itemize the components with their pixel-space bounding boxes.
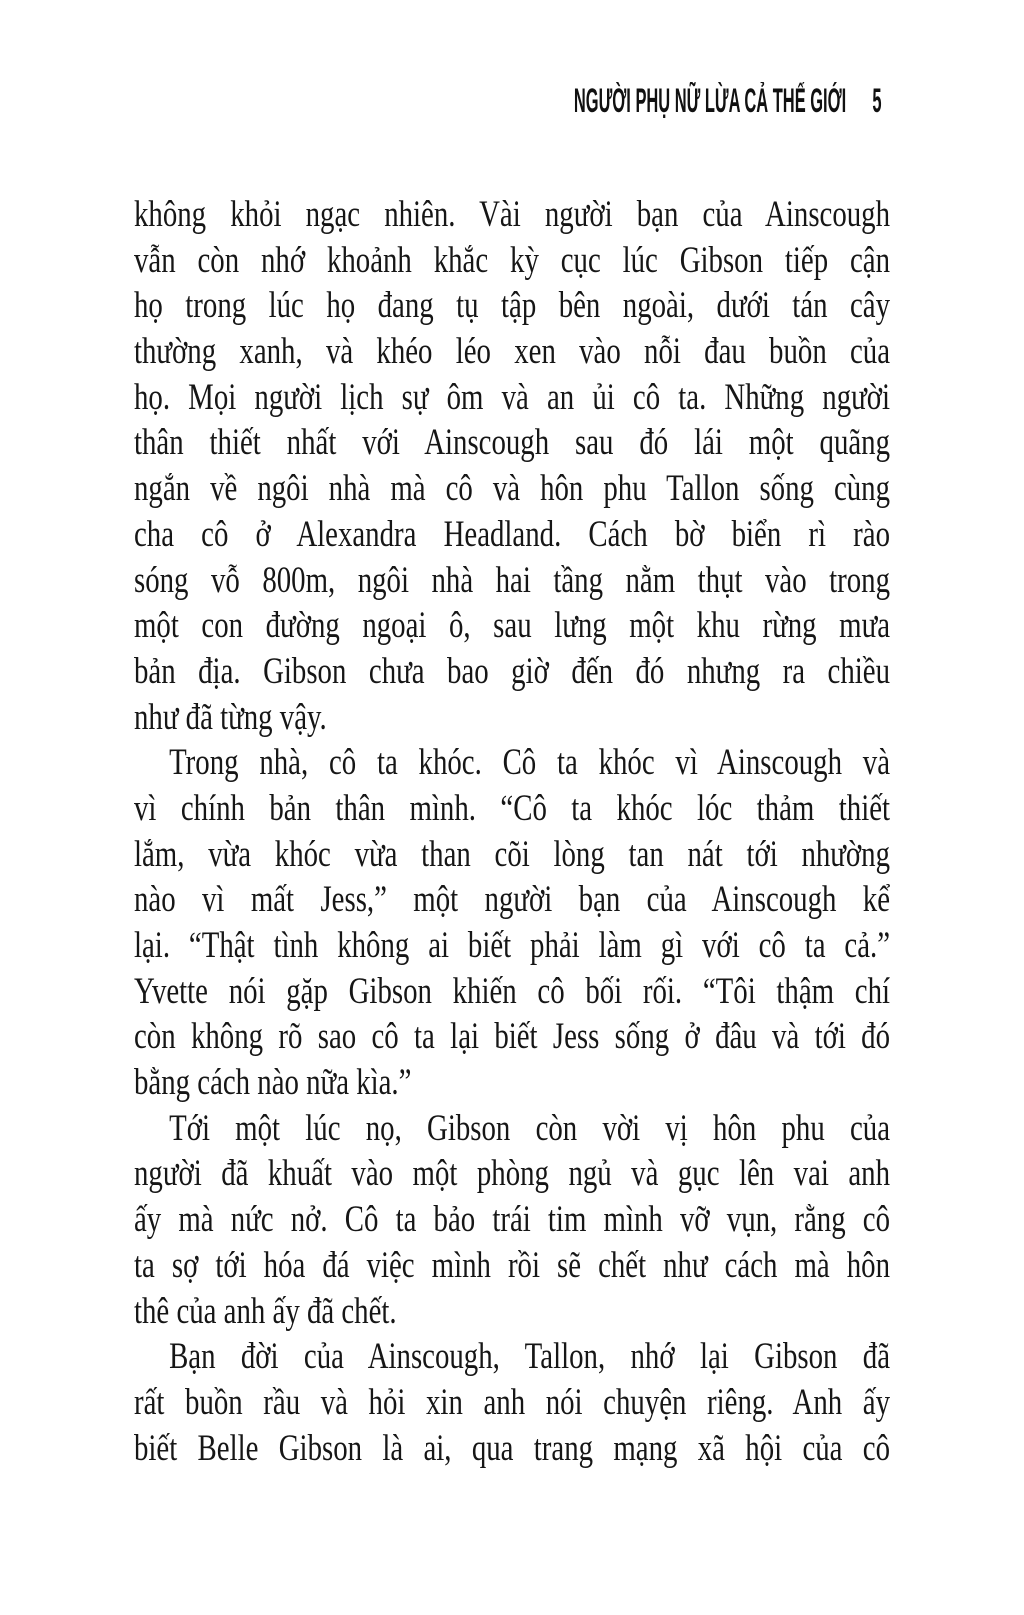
paragraph bbox=[134, 1334, 890, 1471]
text-line: lại. “Thật tình không ai biết phải làm gì với cô ta cả.” bbox=[134, 925, 891, 966]
text-line: thường xanh, và khéo léo xen vào nỗi đau buồn của bbox=[134, 331, 891, 373]
paragraph bbox=[134, 192, 890, 740]
page-number: 5 bbox=[872, 82, 882, 120]
text-line: cha cô ở Alexandra Headland. Cách bờ biển rì rào bbox=[134, 513, 891, 555]
text-line: Tới một lúc nọ, Gibson còn vời vị hôn phu của bbox=[169, 1107, 891, 1149]
text-line: vẫn còn nhớ khoảnh khắc kỳ cục lúc Gibson tiếp cận bbox=[134, 239, 891, 281]
text-line: Yvette nói gặp Gibson khiến cô bối rối. “Tôi thậm chí bbox=[134, 970, 891, 1012]
running-header bbox=[246, 84, 882, 118]
page-body bbox=[134, 192, 890, 1471]
text-line: ta sợ tới hóa đá việc mình rồi sẽ chết như cách mà hôn bbox=[134, 1244, 891, 1286]
text-line: còn không rõ sao cô ta lại biết Jess sống ở đâu và tới đó bbox=[134, 1016, 891, 1058]
paragraph bbox=[134, 1106, 890, 1334]
text-line: sóng vỗ 800m, ngôi nhà hai tầng nằm thụt vào trong bbox=[134, 559, 891, 601]
text-line: họ. Mọi người lịch sự ôm và an ủi cô ta. Những người bbox=[134, 376, 891, 418]
text-line: Trong nhà, cô ta khóc. Cô ta khóc vì Ainscough và bbox=[169, 742, 891, 784]
text-line: họ trong lúc họ đang tụ tập bên ngoài, dưới tán cây bbox=[134, 285, 891, 327]
text-line: bản địa. Gibson chưa bao giờ đến đó nhưng ra chiều bbox=[134, 650, 891, 692]
text-line: vì chính bản thân mình. “Cô ta khóc lóc thảm thiết bbox=[134, 787, 891, 829]
paragraph bbox=[134, 740, 890, 1106]
text-line: thê của anh ấy đã chết. bbox=[134, 1290, 397, 1332]
text-line: ngắn về ngôi nhà mà cô và hôn phu Tallon sống cùng bbox=[134, 468, 891, 510]
text-line: như đã từng vậy. bbox=[134, 696, 327, 738]
text-line: người đã khuất vào một phòng ngủ và gục lên vai anh bbox=[134, 1153, 891, 1195]
text-line: Bạn đời của Ainscough, Tallon, nhớ lại Gibson đã bbox=[169, 1336, 891, 1378]
text-line: rất buồn rầu và hỏi xin anh nói chuyện riêng. Anh ấy bbox=[134, 1381, 891, 1423]
text-line: không khỏi ngạc nhiên. Vài người bạn của Ainscough bbox=[134, 194, 891, 235]
text-line: nào vì mất Jess,” một người bạn của Ainscough kể bbox=[134, 879, 891, 921]
text-line: lắm, vừa khóc vừa than cõi lòng tan nát tới nhường bbox=[134, 833, 891, 875]
text-line: biết Belle Gibson là ai, qua trang mạng xã hội của cô bbox=[134, 1427, 891, 1469]
running-header-text bbox=[574, 84, 882, 118]
text-line: thân thiết nhất với Ainscough sau đó lái một quãng bbox=[134, 422, 891, 464]
running-title: NGƯỜI PHỤ NỮ LỪA CẢ THẾ GIỚI bbox=[574, 82, 847, 120]
text-line: ấy mà nức nở. Cô ta bảo trái tim mình vỡ vụn, rằng cô bbox=[134, 1199, 891, 1241]
text-line: một con đường ngoại ô, sau lưng một khu rừng mưa bbox=[134, 605, 891, 647]
text-line: bằng cách nào nữa kìa.” bbox=[134, 1062, 412, 1104]
